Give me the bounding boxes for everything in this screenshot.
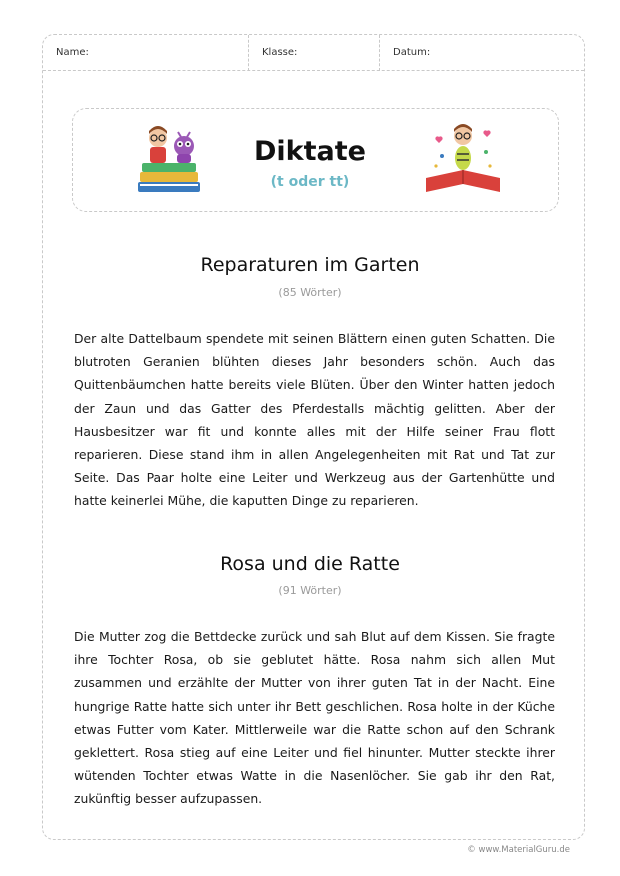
story-2-word-count: (91 Wörter) [278,584,342,597]
copyright-notice: © www.MaterialGuru.de [467,845,570,855]
name-field[interactable] [43,35,249,71]
story-2-text: Die Mutter zog die Bettdecke zurück und sah Blut auf dem Kissen. Sie fragte ihre Tochter Rosa, ob sie geblutet hätte. Rosa nahm sich allen Mut zusammen und erzählte der Mutter von ihrer guten Tat in der Nacht. Eine hungrige Ratte hatte sich unter ihr Bett geschlichen. Rosa holte in der Küche etwas Futter vom Kater. Mittlerweile war die Ratte schon auf den Schrank geklettert. Rosa stieg auf eine Leiter und fiel hinunter. Mutter steckte ihrer wütenden Tochter etwas Watte in die Nasenlöcher. Sie gab ihr den Rat, zukünftig besser aufzupassen. [74,629,555,807]
page-subtitle: (t oder tt) [270,174,350,190]
story-1-title: Reparaturen im Garten [200,254,420,276]
story-1-text: Der alte Dattelbaum spendete mit seinen Blättern einen guten Schatten. Die blutroten Geranien blühten dieses Jahr besonders schön. Auch das Quittenbäumchen hatte bereits viele Blüten. Über den Winter hatten jedoch der Zaun und das Gatter des Pferdestalls mächtig gelitten. Aber der Hausbesitzer war fit und konnte alles mit der Hilfe seiner Frau flott reparieren. Diese stand ihm in allen Angelegenheiten mit Rat und Tat zur Seite. Das Paar holte eine Leiter und Werkzeug aus der Gartenhütte und hatte keinerlei Mühe, die kaputten Dinge zu reparieren. [74,331,555,509]
story-1-word-count: (85 Wörter) [278,286,342,299]
header-row [43,35,584,71]
story-2-title: Rosa und die Ratte [220,553,400,575]
class-field[interactable] [249,35,380,71]
date-label: Datum: [393,47,431,58]
class-label: Klasse: [262,47,298,58]
page-title: Diktate [254,136,366,167]
date-field[interactable] [380,35,586,71]
name-label: Name: [56,47,89,58]
